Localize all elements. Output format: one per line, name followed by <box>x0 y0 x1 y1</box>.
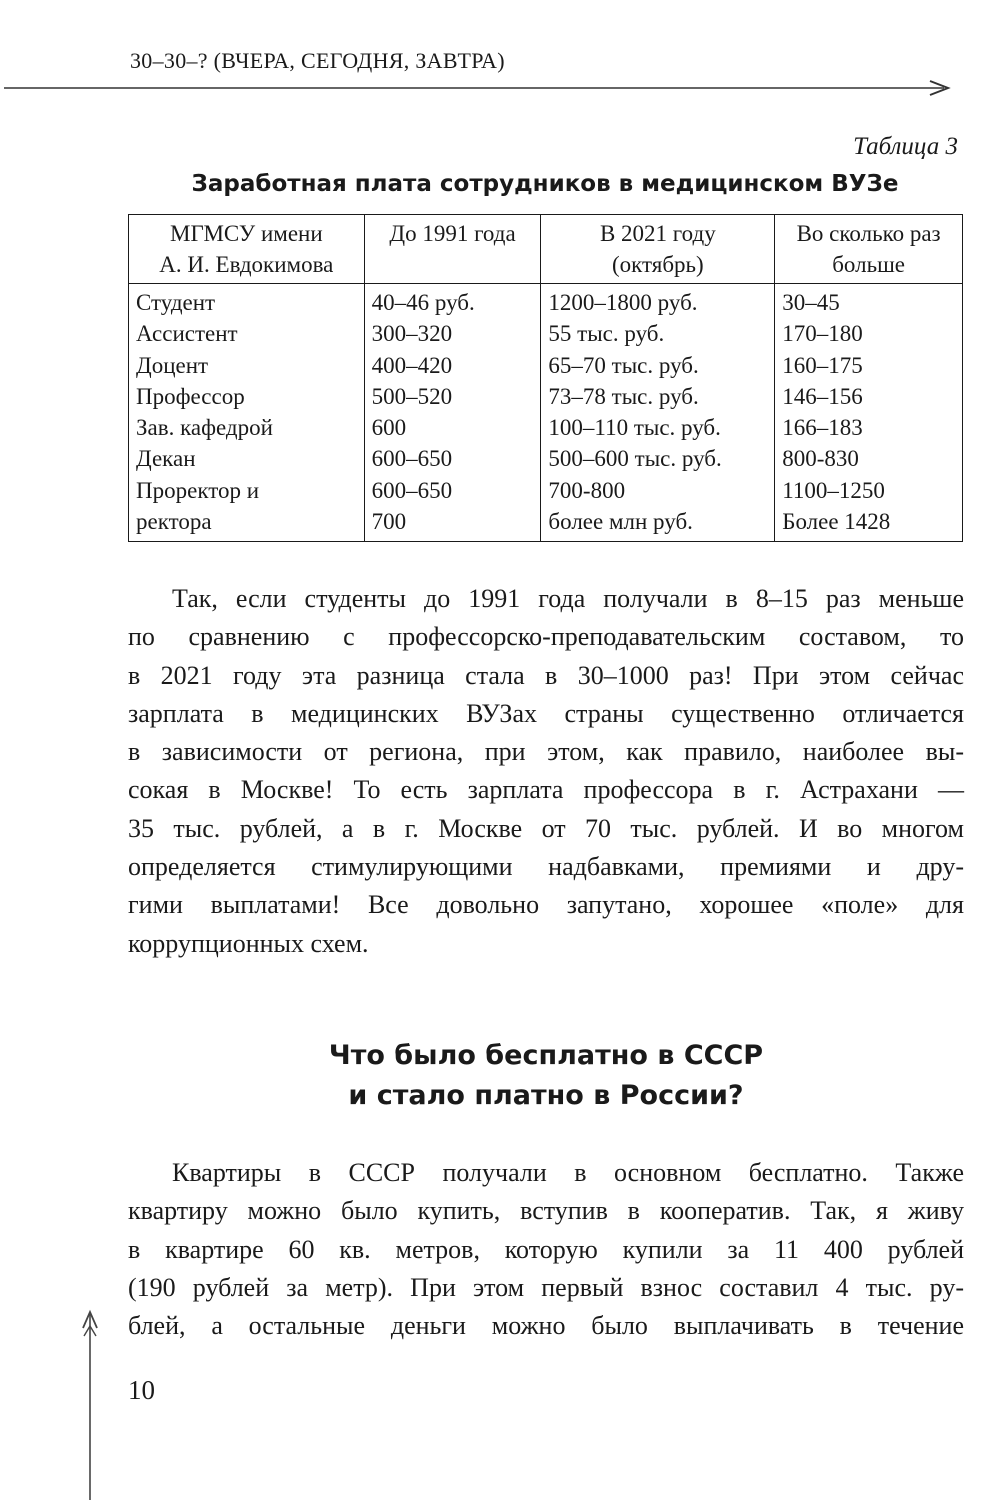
text-line: в зависимости от региона, при этом, как правило, наиболее вы- <box>128 737 964 767</box>
header-line: А. И. Евдокимова <box>159 252 334 277</box>
table-cell: Более 1428 <box>782 509 891 535</box>
header-line: До 1991 года <box>389 221 516 246</box>
header-ratio <box>775 215 963 284</box>
text-line: гими выплатами! Все довольно запутано, хорошее «поле» для <box>128 890 964 920</box>
table-title: Заработная плата сотрудников в медицинском ВУЗе <box>191 171 899 197</box>
text-line: в квартире 60 кв. метров, которую купили за 11 400 рублей <box>128 1234 964 1264</box>
header-line: (октябрь) <box>611 252 704 277</box>
header-line: В 2021 году <box>599 221 716 246</box>
table-cell: 600–650 <box>371 477 453 503</box>
text-line: Так, если студенты до 1991 года получали в 8–15 раз меньше <box>172 584 964 613</box>
table-cell: 600 <box>371 415 407 441</box>
text-line: зарплата в медицинских ВУЗах страны существенно отличается <box>128 698 964 728</box>
text-line: блей, а остальные деньги можно было выплачивать в течение <box>128 1311 964 1341</box>
section-heading-line: и стало платно в России? <box>348 1080 744 1111</box>
text-line: определяется стимулирующими надбавками, премиями и дру- <box>128 852 964 882</box>
table-cell: 65–70 тыс. руб. <box>548 352 699 378</box>
table-cell: 700 <box>371 509 407 535</box>
text-line: коррупционных схем. <box>128 928 369 958</box>
header-2021 <box>541 215 775 284</box>
table-cell: 800-830 <box>782 446 859 472</box>
text-line: Квартиры в СССР получали в основном бесплатно. Также <box>172 1158 964 1187</box>
position-column <box>129 284 365 542</box>
salary-table <box>128 214 963 542</box>
section-heading <box>128 1036 964 1116</box>
body-paragraph-apartments <box>128 1154 964 1345</box>
year-2021-column <box>541 284 775 542</box>
section-heading-line: Что было бесплатно в СССР <box>328 1040 764 1071</box>
table-number: Таблица 3 <box>853 133 958 160</box>
table-cell: Проректор и <box>136 477 259 503</box>
header-line: больше <box>832 252 906 277</box>
header-line: Во сколько раз <box>796 221 941 246</box>
header-line: МГМСУ имени <box>170 221 323 246</box>
side-rule-arrow <box>78 1308 102 1500</box>
table-cell: Ассистент <box>136 321 238 347</box>
ratio-column <box>775 284 963 542</box>
table-cell: 30–45 <box>782 290 840 315</box>
table-cell: Профессор <box>136 383 245 409</box>
table-cell: 55 тыс. руб. <box>548 321 665 347</box>
table-cell: 100–110 тыс. руб. <box>548 415 721 441</box>
text-line: 35 тыс. рублей, а в г. Москве от 70 тыс. рублей. И во многом <box>128 813 964 843</box>
table-cell: 300–320 <box>371 321 453 347</box>
table-cell: более млн руб. <box>548 509 693 535</box>
text-line: (190 рублей за метр). При этом первый взнос составил 4 тыс. ру- <box>128 1272 964 1302</box>
table-body-row <box>129 284 963 542</box>
table-cell: 73–78 тыс. руб. <box>548 383 699 409</box>
table-cell: Зав. кафедрой <box>136 415 273 441</box>
table-cell: Доцент <box>136 352 209 378</box>
text-line: по сравнению с профессорско-преподавательским составом, то <box>128 622 964 652</box>
table-cell: 160–175 <box>782 352 863 378</box>
table-cell: 166–183 <box>782 415 863 441</box>
table-cell: 146–156 <box>782 383 863 409</box>
table-cell: 40–46 руб. <box>371 290 475 315</box>
before-1991-column <box>364 284 541 542</box>
text-line: в 2021 году эта разница стала в 30–1000 раз! При этом сейчас <box>128 660 964 690</box>
text-line: сокая в Москве! То есть зарплата профессора в г. Астрахани — <box>128 775 964 805</box>
header-rule-arrow <box>0 78 960 98</box>
table-cell: 600–650 <box>371 446 453 472</box>
table-cell: 1100–1250 <box>782 477 885 503</box>
body-paragraph-salaries <box>128 580 964 963</box>
table-cell: Студент <box>136 290 216 315</box>
table-cell: 500–600 тыс. руб. <box>548 446 722 472</box>
table-cell: ректора <box>136 509 212 535</box>
table-cell: 500–520 <box>371 383 453 409</box>
table-header-row <box>129 215 963 284</box>
header-institution <box>129 215 365 284</box>
running-header: 30–30–? (ВЧЕРА, СЕГОДНЯ, ЗАВТРА) <box>130 48 505 73</box>
text-line: квартиру можно было купить, вступив в кооператив. Так, я живу <box>128 1196 964 1226</box>
table-cell: 1200–1800 руб. <box>548 290 698 315</box>
table-cell: Декан <box>136 446 196 472</box>
table-cell: 700-800 <box>548 477 626 503</box>
page-number: 10 <box>128 1375 155 1405</box>
table-cell: 170–180 <box>782 321 863 347</box>
header-before-1991 <box>364 215 541 284</box>
table-cell: 400–420 <box>371 352 453 378</box>
